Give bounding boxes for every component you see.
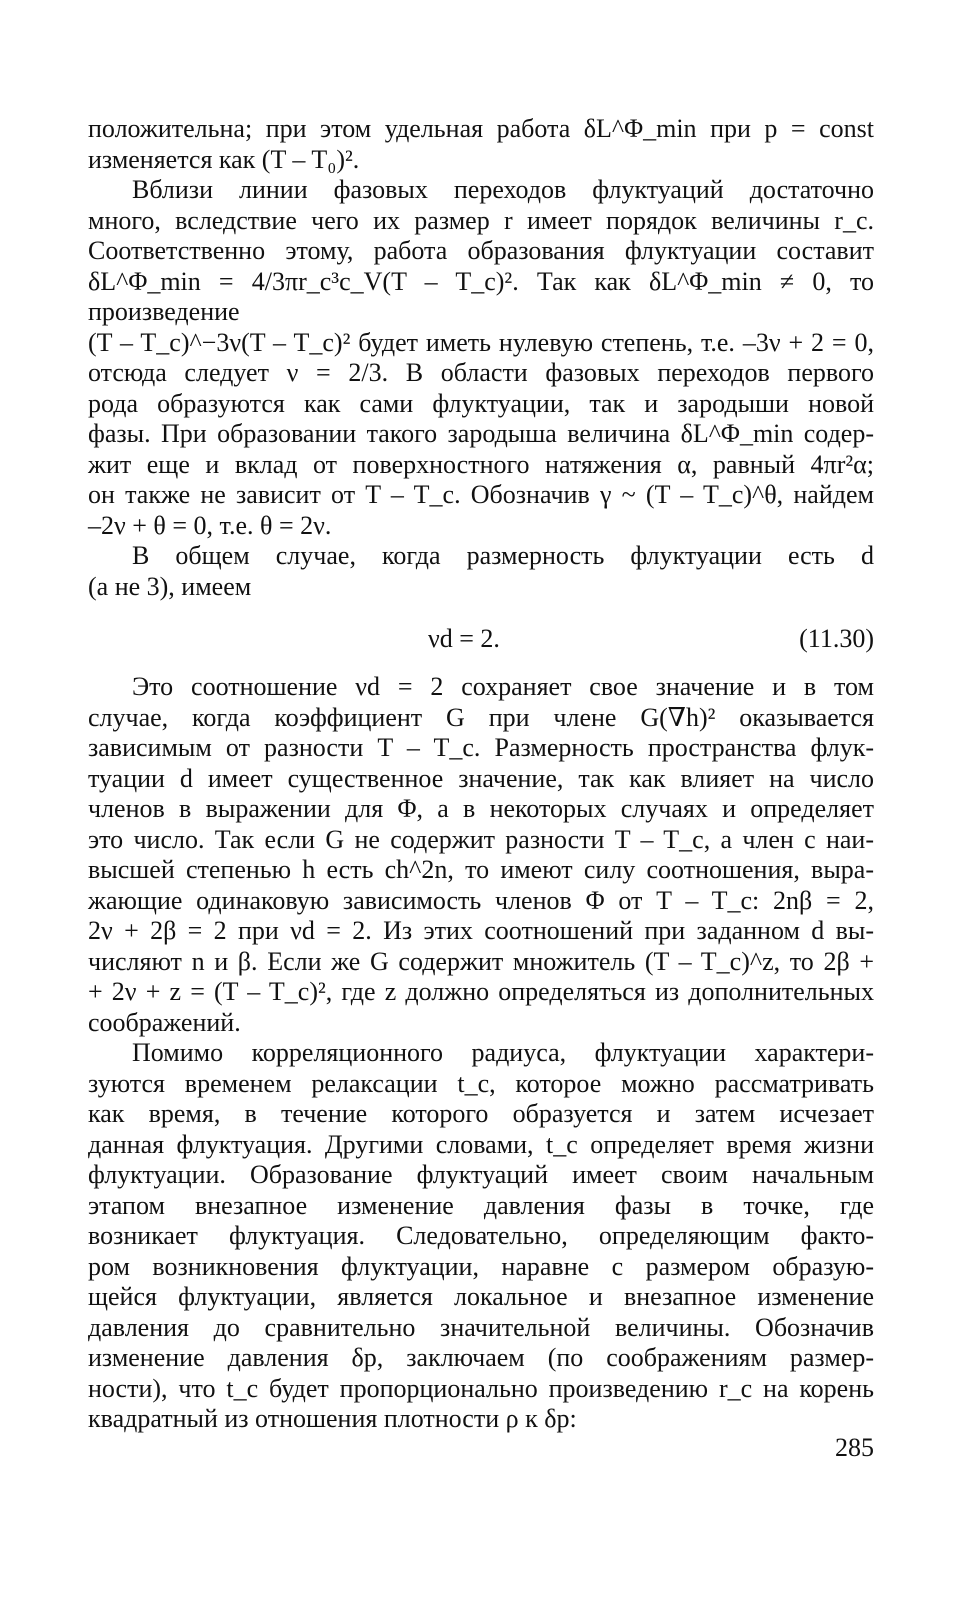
text-line: ности), что t_c будет пропорционально произведению r_c на корень — [88, 1373, 874, 1403]
page-body — [88, 114, 874, 1435]
text-line: туации d имеет существенное значение, так как влияет на число — [88, 763, 874, 793]
text-line: данная флуктуация. Другими словами, t_c определяет время жизни — [88, 1129, 874, 1159]
text-line: 2ν + 2β = 2 при νd = 2. Из этих соотношений при заданном d вы- — [88, 916, 874, 945]
text-line: Вблизи линии фазовых переходов флуктуаций достаточно — [132, 175, 874, 204]
text-line: случае, когда коэффициент G при члене G(∇h)² оказывается — [88, 702, 874, 732]
text-line: флуктуации. Образование флуктуаций имеет своим начальным — [88, 1160, 874, 1189]
text-line: этапом внезапное изменение давления фазы в точке, где — [88, 1190, 874, 1220]
text-line: числяют n и β. Если же G содержит множитель (T – T_c)^z, то 2β + — [88, 946, 874, 976]
text-line: (T – T_c)^−3ν(T – T_c)² будет иметь нулевую степень, т.е. –3ν + 2 = 0, — [88, 327, 874, 357]
text-line: В общем случае, когда размерность флуктуации есть d — [132, 541, 874, 570]
text-line: возникает флуктуация. Следовательно, определяющим факто- — [88, 1221, 874, 1250]
text-line: отсюда следует ν = 2/3. В области фазовых переходов первого — [88, 358, 874, 387]
text-line: (а не 3), имеем — [88, 571, 252, 601]
text-line: как время, в течение которого образуется и затем исчезает — [88, 1099, 874, 1128]
text-line: Это соотношение νd = 2 сохраняет свое значение и в том — [132, 672, 874, 701]
equation-expression: νd = 2. — [428, 624, 500, 653]
text-line: δL^Φ_min = 4/3πr_c³c_V(T – T_c)². Так как δL^Φ_min ≠ 0, то произведение — [88, 266, 874, 326]
text-line: + 2ν + z = (T – T_c)², где z должно определяться из дополнительных — [88, 977, 874, 1006]
text-line: членов в выражении для Φ, а в некоторых случаях и определяет — [88, 794, 874, 823]
text-line: рода образуются как сами флуктуации, так и зародыши новой — [88, 388, 874, 418]
text-line: Соответственно этому, работа образования флуктуации составит — [88, 236, 874, 265]
text-line: соображений. — [88, 1007, 241, 1037]
text-line: жающие одинаковую зависимость членов Φ от T – T_c: 2nβ = 2, — [88, 885, 874, 915]
text-line: высшей степенью h есть ch^2n, то имеют силу соотношения, выра- — [88, 855, 874, 884]
text-line: Помимо корреляционного радиуса, флуктуации характери- — [132, 1038, 874, 1067]
text-line: давления до сравнительно значительной величины. Обозначив — [88, 1312, 874, 1342]
equation-number: (11.30) — [799, 624, 874, 653]
display-equation — [88, 610, 874, 666]
text-line: жит еще и вклад от поверхностного натяжения α, равный 4πr²α; — [88, 449, 874, 479]
text-line: он также не зависит от T – T_c. Обозначив γ ~ (T – T_c)^θ, найдем — [88, 480, 874, 509]
text-line: это число. Так если G не содержит разности T – T_c, а член с наи- — [88, 824, 874, 854]
page-number: 285 — [835, 1433, 874, 1462]
text-line: зависимым от разности T – T_c. Размерность пространства флук- — [88, 733, 874, 762]
text-line: ром возникновения флуктуации, наравне с размером образую- — [88, 1251, 874, 1281]
text-line: щейся флуктуации, является локальное и внезапное изменение — [88, 1282, 874, 1311]
text-line: фазы. Пpи образовании такого зародыша величина δL^Φ_min содер- — [88, 419, 874, 448]
text-line: зуются временем релаксации t_c, которое можно рассматривать — [88, 1068, 874, 1098]
text-line: квадратный из отношения плотности ρ к δp: — [88, 1404, 577, 1433]
text-line: много, вследствие чего их размер r имеет порядок величины r_c. — [88, 205, 874, 235]
text-line: изменяется как (T – T₀)². — [88, 144, 360, 174]
text-line: изменение давления δp, заключаем (по соображениям размер- — [88, 1343, 874, 1372]
text-line: –2ν + θ = 0, т.е. θ = 2ν. — [88, 510, 332, 540]
text-line: положительна; при этом удельная работа δL^Φ_min при p = const — [88, 114, 874, 143]
